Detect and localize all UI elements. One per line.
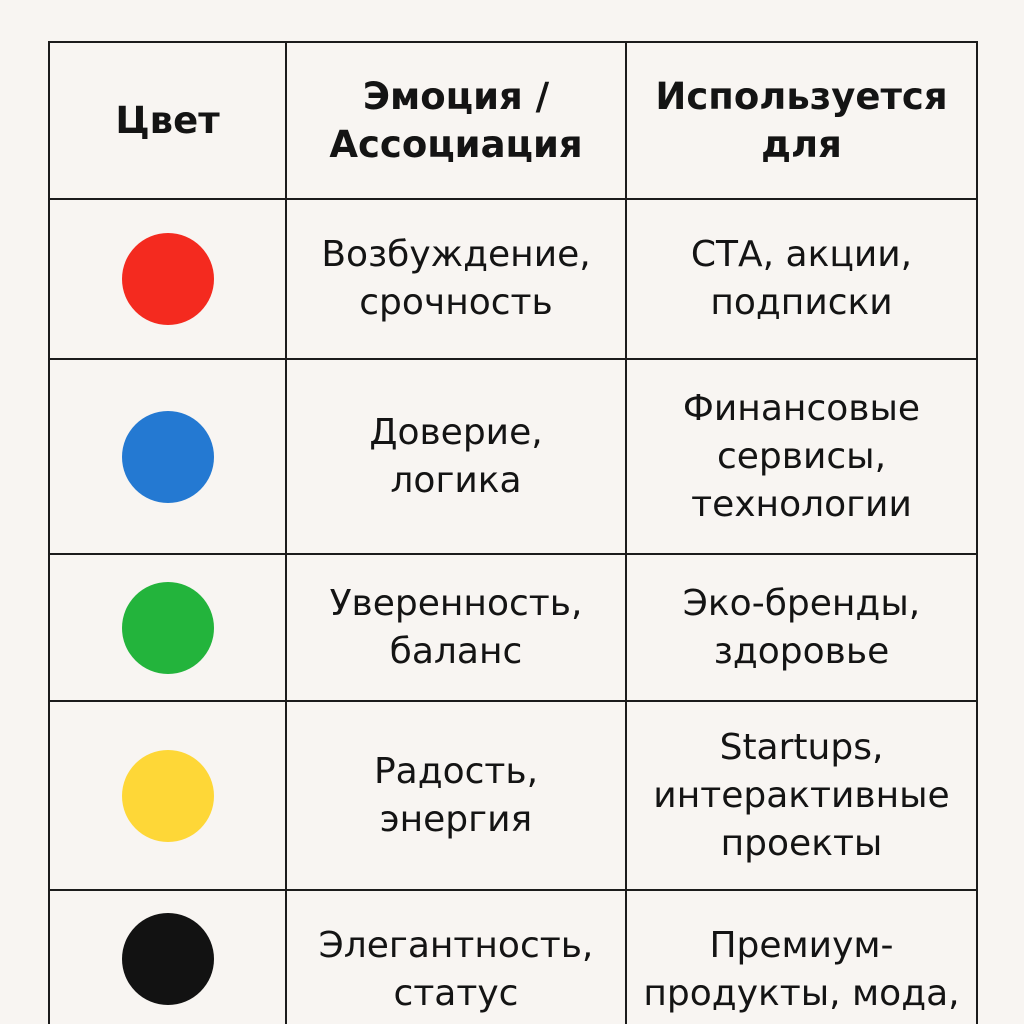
table-row xyxy=(49,199,977,359)
header-use: Используется для xyxy=(626,42,977,199)
green-color-swatch xyxy=(122,582,214,674)
table-row xyxy=(49,359,977,554)
header-emotion: Эмоция / Ассоциация xyxy=(286,42,626,199)
color-emotion-table xyxy=(48,41,978,1024)
header-color: Цвет xyxy=(49,42,286,199)
blue-color-swatch xyxy=(122,411,214,503)
table-row xyxy=(49,701,977,890)
black-color-swatch xyxy=(122,913,214,1005)
color-cell xyxy=(49,701,286,890)
use-cell: Премиум- продукты, мода, xyxy=(626,890,977,1024)
emotion-cell: Возбуждение, срочность xyxy=(286,199,626,359)
color-cell xyxy=(49,359,286,554)
use-cell: Startups, интерактивные проекты xyxy=(626,701,977,890)
use-cell: СТА, акции, подписки xyxy=(626,199,977,359)
use-cell: Финансовые сервисы, технологии xyxy=(626,359,977,554)
use-cell: Эко-бренды, здоровье xyxy=(626,554,977,701)
table-row xyxy=(49,554,977,701)
color-cell xyxy=(49,199,286,359)
color-cell xyxy=(49,554,286,701)
emotion-cell: Элегантность, статус xyxy=(286,890,626,1024)
emotion-cell: Уверенность, баланс xyxy=(286,554,626,701)
emotion-cell: Радость, энергия xyxy=(286,701,626,890)
color-cell xyxy=(49,890,286,1024)
emotion-cell: Доверие, логика xyxy=(286,359,626,554)
red-color-swatch xyxy=(122,233,214,325)
header-row xyxy=(49,42,977,199)
table-row xyxy=(49,890,977,1024)
yellow-color-swatch xyxy=(122,750,214,842)
